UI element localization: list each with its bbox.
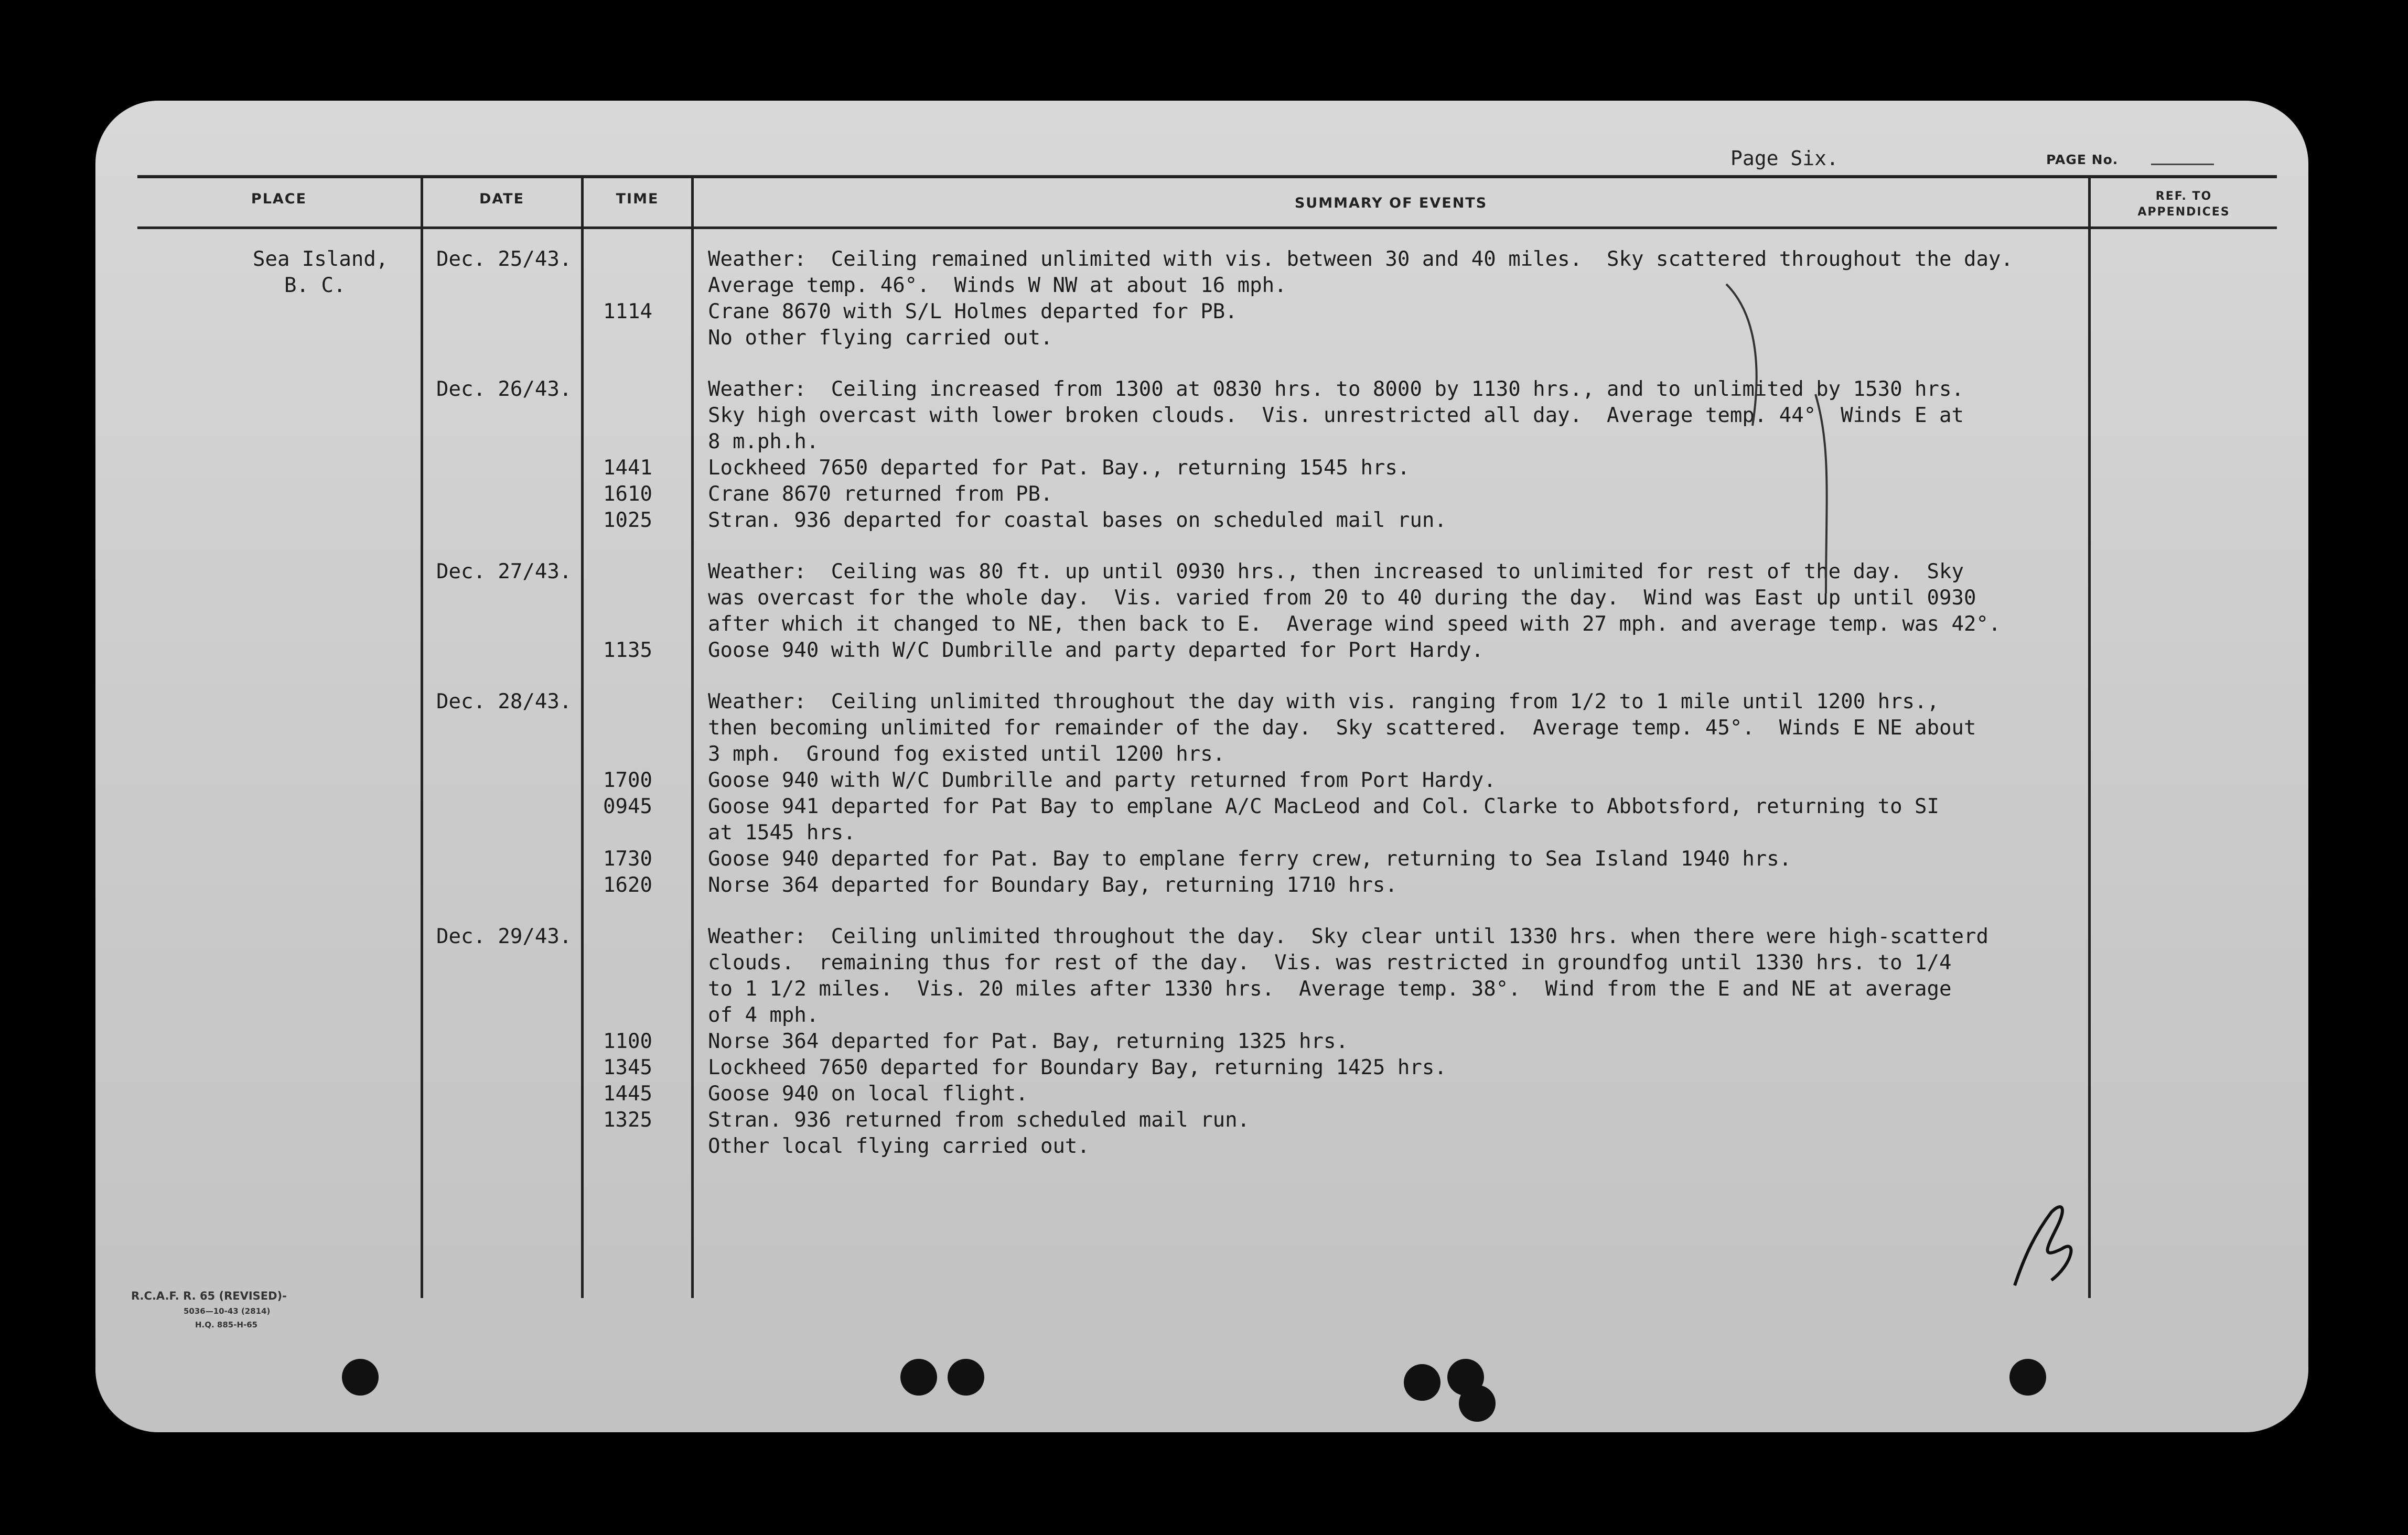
entry-summary-line: was overcast for the whole day. Vis. varied from 20 to 40 during the day. Wind was East up until 0930	[708, 586, 1976, 610]
entry-summary-line: then becoming unlimited for remainder of the day. Sky scattered. Average temp. 45°. Winds E NE about	[708, 716, 1976, 740]
binder-hole	[2009, 1359, 2046, 1396]
entry-time: 1135	[603, 639, 652, 662]
header-ref-line1: REF. TO	[2155, 190, 2212, 203]
entry-summary-line: Goose 940 on local flight.	[708, 1082, 1028, 1106]
entry-summary-line: Crane 8670 returned from PB.	[708, 482, 1053, 506]
form-id-line3: H.Q. 885-H-65	[195, 1320, 258, 1329]
entry-summary-line: 8 m.ph.h.	[708, 430, 819, 453]
entry-summary-line: clouds. remaining thus for rest of the day. Vis. was restricted in groundfog until 1330 hrs. to 1/4	[708, 951, 1952, 975]
header-ref-line2: APPENDICES	[2137, 206, 2230, 219]
entry-summary-line: Norse 364 departed for Pat. Bay, returning 1325 hrs.	[708, 1030, 1348, 1053]
entry-date: Dec. 27/43.	[436, 560, 572, 583]
header-time: TIME	[616, 191, 659, 207]
header-place: PLACE	[251, 191, 307, 207]
entry-time: 1345	[603, 1056, 652, 1079]
entry-time: 0945	[603, 795, 652, 818]
summary-ref-divider	[2088, 178, 2091, 1298]
binder-hole	[948, 1359, 984, 1396]
binder-hole	[900, 1359, 937, 1396]
form-id-line1: R.C.A.F. R. 65 (REVISED)-	[131, 1290, 287, 1302]
entry-summary-line: Weather: Ceiling remained unlimited with vis. between 30 and 40 miles. Sky scattered throughout the day.	[708, 247, 2013, 271]
entry-time: 1114	[603, 300, 652, 323]
header-rule	[137, 226, 2277, 229]
entry-summary-line: at 1545 hrs.	[708, 821, 856, 845]
entry-summary-line: Weather: Ceiling unlimited throughout the day. Sky clear until 1330 hrs. when there were high-scatterd	[708, 925, 1988, 948]
header-date: DATE	[479, 191, 525, 207]
place-date-divider	[421, 178, 423, 1298]
entry-summary-line: after which it changed to NE, then back to E. Average wind speed with 27 mph. and average temp. was 42°.	[708, 612, 2001, 636]
top-rule	[137, 175, 2277, 178]
entry-time: 1445	[603, 1082, 652, 1106]
place-line1: Sea Island,	[253, 247, 389, 271]
entry-summary-line: Weather: Ceiling unlimited throughout the day with vis. ranging from 1/2 to 1 mile until 1200 hrs.,	[708, 690, 1939, 714]
entry-summary-line: Weather: Ceiling was 80 ft. up until 0930 hrs., then increased to unlimited for rest of the day. Sky	[708, 560, 1964, 583]
entry-summary-line: Goose 941 departed for Pat Bay to emplane A/C MacLeod and Col. Clarke to Abbotsford, returning to SI	[708, 795, 1939, 818]
entry-time: 1620	[603, 873, 652, 897]
entry-summary-line: Crane 8670 with S/L Holmes departed for PB.	[708, 300, 1238, 323]
entry-time: 1441	[603, 456, 652, 480]
entry-summary-line: Norse 364 departed for Boundary Bay, returning 1710 hrs.	[708, 873, 1398, 897]
entry-date: Dec. 26/43.	[436, 377, 572, 401]
entry-date: Dec. 28/43.	[436, 690, 572, 714]
page-no-label: PAGE No.	[2046, 152, 2119, 167]
entry-date: Dec. 25/43.	[436, 247, 572, 271]
entry-summary-line: Average temp. 46°. Winds W NW at about 16 mph.	[708, 274, 1287, 297]
entry-time: 1610	[603, 482, 652, 506]
entry-summary-line: Lockheed 7650 departed for Pat. Bay., returning 1545 hrs.	[708, 456, 1410, 480]
handwritten-initials	[2004, 1191, 2088, 1296]
entry-summary-line: Sky high overcast with lower broken clouds. Vis. unrestricted all day. Average temp. 44° Winds E at	[708, 404, 1964, 427]
entry-time: 1025	[603, 509, 652, 532]
entry-summary-line: No other flying carried out.	[708, 326, 1053, 350]
header-summary: SUMMARY OF EVENTS	[1294, 195, 1488, 211]
entry-summary-line: to 1 1/2 miles. Vis. 20 miles after 1330 hrs. Average temp. 38°. Wind from the E and NE at average	[708, 977, 1952, 1001]
time-summary-divider	[691, 178, 694, 1298]
date-time-divider	[581, 178, 584, 1298]
page-no-blank	[2151, 164, 2214, 165]
entry-summary-line: Weather: Ceiling increased from 1300 at 0830 hrs. to 8000 by 1130 hrs., and to unlimited by 1530 hrs.	[708, 377, 1964, 401]
entry-time: 1700	[603, 769, 652, 792]
entry-summary-line: Lockheed 7650 departed for Boundary Bay, returning 1425 hrs.	[708, 1056, 1447, 1079]
entry-time: 1325	[603, 1108, 652, 1132]
entry-summary-line: Goose 940 with W/C Dumbrille and party returned from Port Hardy.	[708, 769, 1496, 792]
binder-hole	[1459, 1385, 1496, 1422]
entry-summary-line: Other local flying carried out.	[708, 1134, 1090, 1158]
entry-summary-line: Stran. 936 departed for coastal bases on scheduled mail run.	[708, 509, 1447, 532]
place-line2: B. C.	[284, 274, 346, 297]
entry-date: Dec. 29/43.	[436, 925, 572, 948]
form-id-line2: 5036—10-43 (2814)	[184, 1306, 271, 1316]
record-card	[95, 101, 2308, 1432]
entry-summary-line: of 4 mph.	[708, 1003, 819, 1027]
binder-hole	[1404, 1364, 1440, 1401]
entry-summary-line: Goose 940 departed for Pat. Bay to emplane ferry crew, returning to Sea Island 1940 hrs.	[708, 847, 1792, 871]
entry-summary-line: Stran. 936 returned from scheduled mail run.	[708, 1108, 1250, 1132]
entry-summary-line: 3 mph. Ground fog existed until 1200 hrs.	[708, 742, 1226, 766]
binder-hole	[342, 1359, 379, 1396]
entry-time: 1730	[603, 847, 652, 871]
entry-summary-line: Goose 940 with W/C Dumbrille and party departed for Port Hardy.	[708, 639, 1484, 662]
handwritten-pencil-mark	[1721, 279, 1878, 604]
entry-time: 1100	[603, 1030, 652, 1053]
page-label: Page Six.	[1730, 147, 1839, 170]
